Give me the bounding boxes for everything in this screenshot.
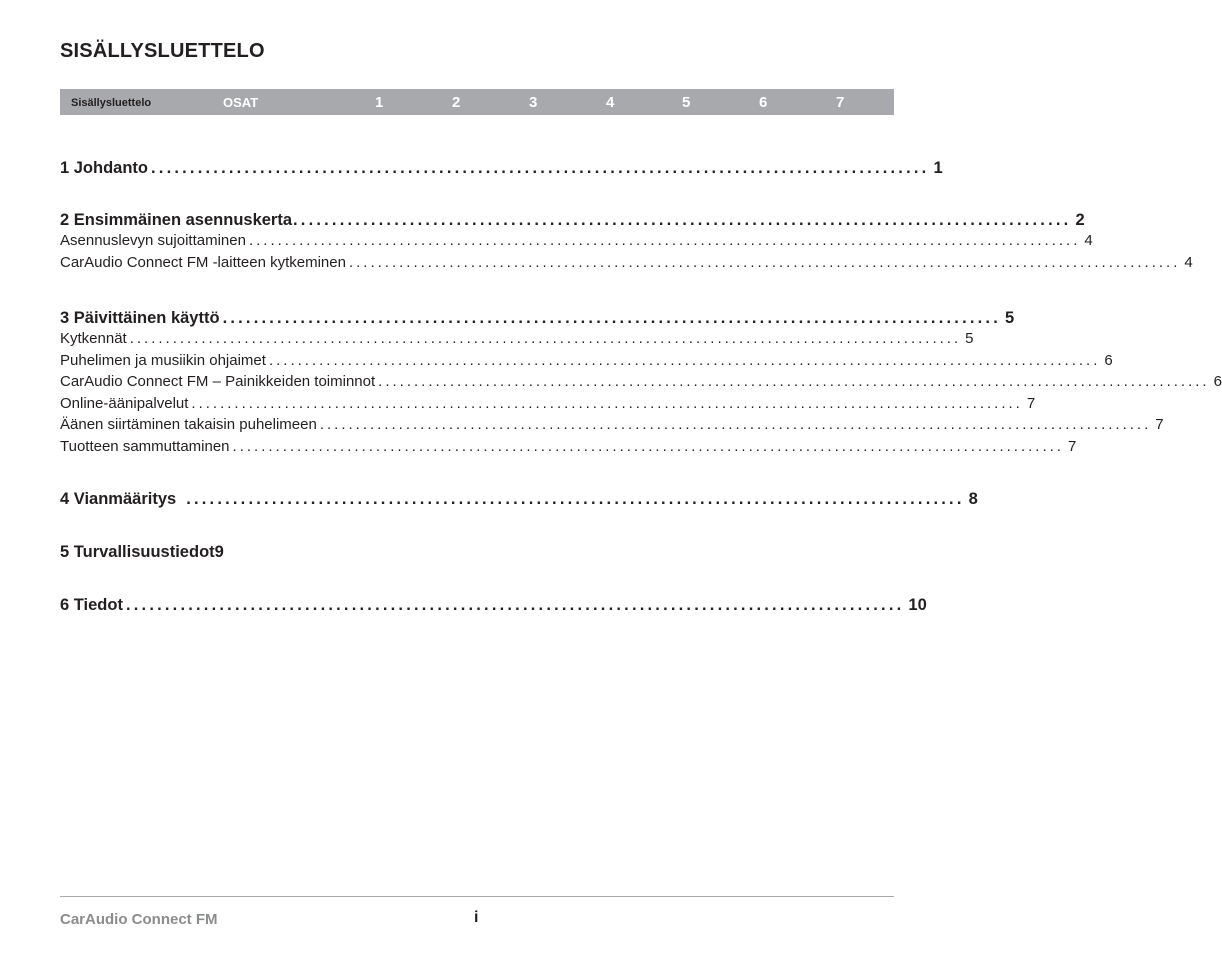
toc-page-number: 6 bbox=[1104, 351, 1113, 369]
toc-chapter-4 bbox=[60, 490, 978, 509]
toc-section-row[interactable] bbox=[60, 436, 1077, 458]
toc-page-number: 2 bbox=[1075, 211, 1085, 229]
nav-section-3[interactable]: 3 bbox=[529, 94, 538, 111]
section-navbar bbox=[60, 89, 894, 115]
toc-chapter-title: 2 Ensimmäinen asennuskerta bbox=[60, 211, 293, 229]
toc-leader-dots: .................................................................................................................... bbox=[348, 253, 1181, 271]
footer-page-number: i bbox=[474, 909, 479, 926]
toc-leader-dots: .................................................................................................... bbox=[293, 211, 1072, 229]
toc-leader-dots: .................................................................................................... bbox=[186, 490, 965, 508]
toc-leader-dots: .................................................................................................................... bbox=[378, 373, 1210, 390]
toc-section-title: Asennuslevyn sujoittaminen bbox=[60, 232, 246, 249]
toc-section-row[interactable] bbox=[60, 393, 1036, 415]
toc-section-title: CarAudio Connect FM – Painikkeiden toiminnot bbox=[60, 373, 376, 390]
toc-page-number: 5 bbox=[965, 330, 974, 347]
footer-divider bbox=[60, 896, 894, 897]
toc-chapter-title: 5 Turvallisuustiedot9 bbox=[60, 543, 224, 561]
nav-osat-label: OSAT bbox=[223, 95, 259, 110]
nav-section-1[interactable]: 1 bbox=[375, 94, 384, 111]
toc-page-number: 1 bbox=[933, 159, 943, 177]
toc-page-number: 5 bbox=[1005, 309, 1015, 327]
toc-chapter-6 bbox=[60, 596, 927, 615]
nav-section-5[interactable]: 5 bbox=[682, 94, 691, 111]
toc-leader-dots: .................................................................................................... bbox=[125, 596, 905, 614]
nav-section-2[interactable]: 2 bbox=[452, 94, 461, 111]
toc-section-title: CarAudio Connect FM -laitteen kytkeminen bbox=[60, 253, 346, 271]
toc-section-row[interactable] bbox=[60, 371, 1222, 393]
toc-section-row[interactable] bbox=[60, 414, 1164, 436]
page-title: SISÄLLYSLUETTELO bbox=[60, 40, 265, 62]
toc-chapter-title: 4 Vianmääritys bbox=[60, 490, 177, 508]
toc-chapter-row[interactable] bbox=[60, 543, 868, 562]
toc-section-row[interactable] bbox=[60, 252, 1193, 274]
toc-section-row[interactable] bbox=[60, 230, 1093, 252]
toc-page-number: 10 bbox=[908, 596, 927, 614]
toc-chapter-2 bbox=[60, 211, 1193, 273]
toc-chapter-5 bbox=[60, 543, 868, 562]
footer-product-name: CarAudio Connect FM bbox=[60, 911, 218, 928]
toc-leader-dots: .................................................................................................................... bbox=[319, 416, 1152, 433]
toc-page-number: 7 bbox=[1155, 416, 1164, 433]
toc-section-title: Äänen siirtäminen takaisin puhelimeen bbox=[60, 416, 317, 433]
toc-leader-dots: .................................................................................................................... bbox=[248, 232, 1081, 249]
nav-section-7[interactable]: 7 bbox=[836, 94, 845, 111]
toc-chapter-row[interactable] bbox=[60, 596, 927, 615]
toc-section-title: Kytkennät bbox=[60, 330, 127, 347]
toc-chapter-row[interactable] bbox=[60, 159, 943, 178]
toc-section-title: Puhelimen ja musiikin ohjaimet bbox=[60, 351, 266, 369]
toc-chapter-row[interactable] bbox=[60, 309, 1015, 328]
toc-chapter-3 bbox=[60, 309, 1222, 457]
toc-chapter-row[interactable] bbox=[60, 211, 1085, 230]
toc-leader-dots: .................................................................................................................... bbox=[268, 351, 1101, 369]
nav-section-6[interactable]: 6 bbox=[759, 94, 768, 111]
toc-page-number: 4 bbox=[1184, 253, 1193, 271]
toc-page-number: 4 bbox=[1084, 232, 1093, 249]
toc-section-row[interactable] bbox=[60, 328, 974, 350]
toc-page-number: 7 bbox=[1067, 437, 1077, 455]
toc-chapter-1 bbox=[60, 159, 943, 178]
toc-section-row[interactable] bbox=[60, 350, 1113, 372]
toc-chapter-row[interactable] bbox=[60, 490, 978, 509]
nav-section-4[interactable]: 4 bbox=[606, 94, 615, 111]
toc-leader-dots: .................................................................................................................... bbox=[191, 394, 1023, 412]
toc-chapter-title: 3 Päivittäinen käyttö bbox=[60, 309, 220, 327]
toc-section-title: Online-äänipalvelut bbox=[60, 394, 189, 412]
toc-page-number: 8 bbox=[968, 490, 978, 508]
toc-leader-dots: .................................................................................................................... bbox=[129, 330, 962, 347]
toc-leader-dots: .................................................................................................... bbox=[151, 159, 930, 177]
toc-section-title: Tuotteen sammuttaminen bbox=[60, 437, 230, 455]
toc-page-number: 6 bbox=[1213, 373, 1222, 390]
toc-chapter-title: 6 Tiedot bbox=[60, 596, 123, 614]
toc-chapter-title: 1 Johdanto bbox=[60, 159, 149, 177]
toc-leader-dots: .................................................................................................... bbox=[222, 309, 1001, 327]
toc-leader-dots: .................................................................................................................... bbox=[232, 437, 1064, 455]
nav-current-contents[interactable]: Sisällysluettelo bbox=[71, 97, 152, 109]
toc-page-number: 7 bbox=[1026, 394, 1036, 412]
